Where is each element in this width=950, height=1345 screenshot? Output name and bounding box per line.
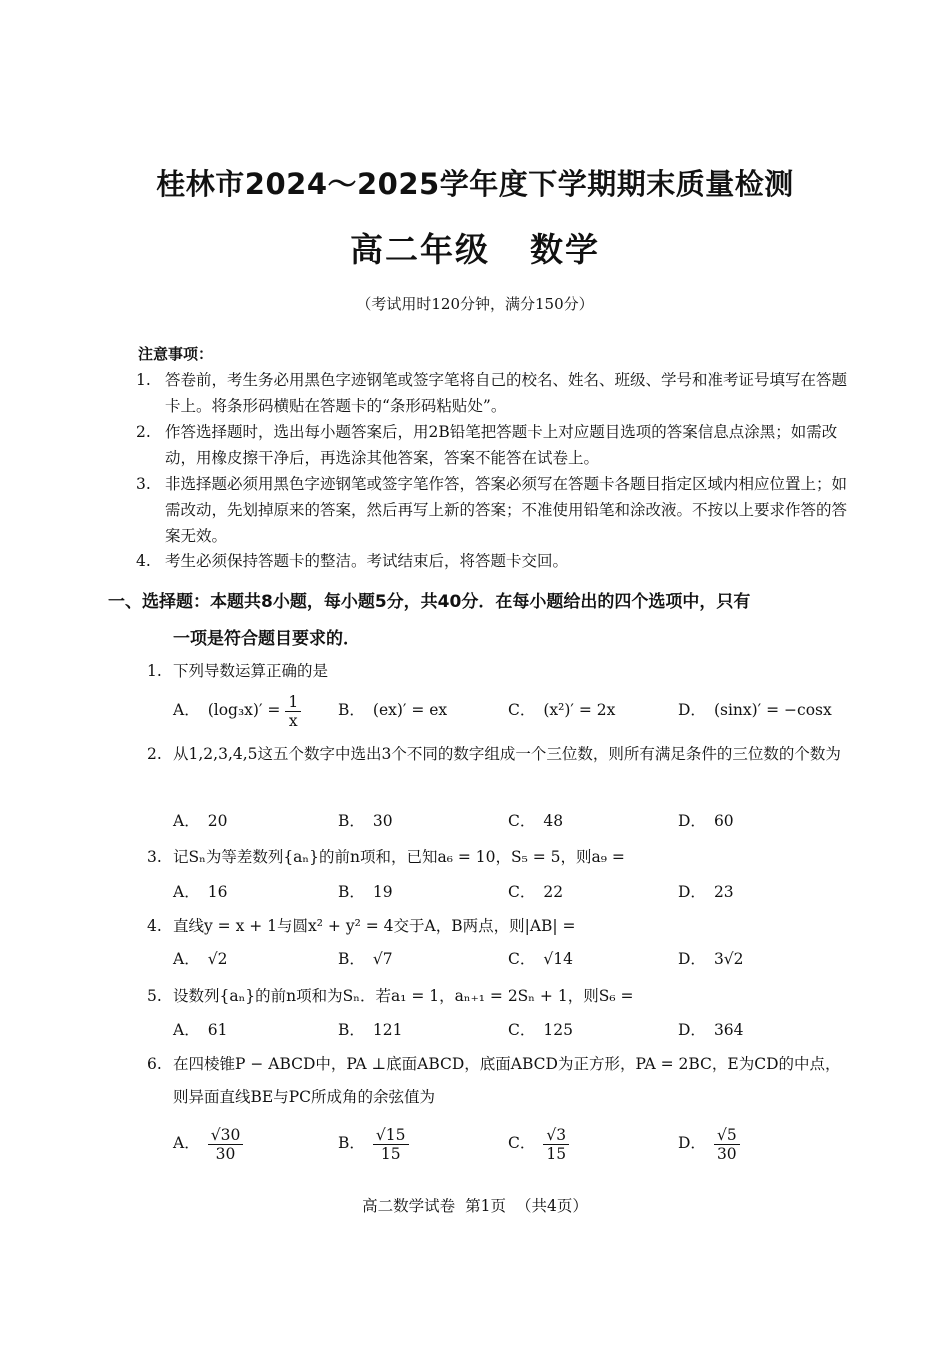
notice-item-number: 2. [136,423,151,441]
question-5-options [173,1012,853,1048]
question-number: 2. [147,745,162,763]
fraction-denominator: 15 [546,1144,567,1163]
question-stem: 记Sₙ为等差数列{aₙ}的前n项和，已知a₆ = 10，S₅ = 5，则a₉ = [173,848,625,866]
question-number: 4. [147,917,162,935]
question-stem: 从1,2,3,4,5这五个数字中选出3个不同的数字组成一个三位数，则所有满足条件的三位数的个数为 [173,745,841,763]
question-6 [147,1048,847,1114]
fraction-numerator: √5 [714,1126,740,1145]
option-label: B． [338,883,365,901]
option-label: D． [678,701,706,719]
question-stem: 下列导数运算正确的是 [173,662,329,680]
option-a [173,874,227,910]
option-c [508,1125,569,1163]
option-label: C． [508,950,536,968]
question-3 [147,841,847,873]
question-stem: 设数列{aₙ}的前n项和为Sₙ．若a₁ = 1，aₙ₊₁ = 2Sₙ + 1，则S₆ = [173,987,634,1005]
question-stem: 在四棱锥P − ABCD中，PA ⊥底面ABCD，底面ABCD为正方形，PA = 2BC，E为CD的中点，则异面直线BE与PC所成角的余弦值为 [173,1055,841,1106]
option-a [173,692,301,730]
option-b [338,941,393,977]
option-text: 364 [713,1021,744,1039]
option-label: A． [173,1134,200,1152]
notice-item [136,548,848,574]
exam-subtitle [0,224,950,271]
notice-item [136,471,848,549]
option-d [678,941,744,977]
option-label: A． [173,950,200,968]
fraction-numerator: √15 [373,1126,409,1145]
option-text: 60 [713,812,734,830]
fraction-denominator: 15 [380,1144,401,1163]
footer-page: 第1页 [465,1197,506,1215]
question-number: 1. [147,662,162,680]
option-c [508,692,615,728]
option-label: B． [338,1021,365,1039]
option-label: C． [508,1021,536,1039]
option-c [508,803,563,839]
section-heading-line1: 一、选择题：本题共8小题，每小题5分，共40分．在每小题给出的四个选项中，只有 [108,592,751,612]
fraction [285,693,301,730]
exam-info: （考试用时120分钟，满分150分） [356,295,594,313]
notice-item [136,367,848,419]
fraction [208,1126,244,1163]
option-label: C． [508,1134,536,1152]
fraction [373,1126,409,1163]
option-text: 30 [372,812,393,830]
notice-item-number: 3. [136,475,151,493]
footer-label: 高二数学试卷 [362,1197,456,1215]
question-2-options [173,803,853,839]
footer-total: （共4页） [516,1197,588,1215]
fraction [714,1126,740,1163]
notice-item-number: 1. [136,371,151,389]
fraction-numerator: √3 [543,1126,569,1145]
option-c [508,874,563,910]
option-b [338,874,393,910]
question-stem: 直线y = x + 1与圆x² + y² = 4交于A，B两点，则|AB| = [173,917,576,935]
option-label: B． [338,701,365,719]
question-1-options [173,692,853,728]
option-c [508,941,573,977]
option-d [678,1012,744,1048]
section-heading-line2: 一项是符合题目要求的． [173,629,360,649]
notice-item-text: 非选择题必须用黑色字迹钢笔或签字笔作答，答案必须写在答题卡各题目指定区域内相应位置上；如需改动，先划掉原来的答案，然后再写上新的答案；不准使用铅笔和涂改液。不按以上要求作答的答案无效。 [165,475,848,545]
question-3-options [173,874,853,910]
option-d [678,803,734,839]
question-6-options [173,1125,853,1165]
option-text: 48 [543,812,564,830]
option-label: C． [508,701,536,719]
option-c [508,1012,573,1048]
option-label: A． [173,883,200,901]
option-d [678,692,832,728]
option-text: 22 [543,883,564,901]
option-text: (sinx)′ = −cosx [713,701,832,719]
option-b [338,692,447,728]
option-d [678,874,734,910]
option-a [173,1125,243,1163]
option-text: 3√2 [713,950,744,968]
option-text: 16 [207,883,228,901]
notice-item-text: 考生必须保持答题卡的整洁。考试结束后，将答题卡交回。 [165,552,569,570]
option-label: B． [338,1134,365,1152]
option-label: C． [508,812,536,830]
option-text: 23 [713,883,734,901]
question-number: 6. [147,1055,162,1073]
question-4-options [173,941,853,977]
fraction-numerator: 1 [285,693,301,712]
option-b [338,1012,402,1048]
notice-title: 注意事项： [138,345,214,363]
option-text: 19 [372,883,393,901]
option-a [173,941,227,977]
page-footer [0,1194,950,1216]
option-label: D． [678,1134,706,1152]
subject-label: 数学 [530,230,600,269]
question-number: 3. [147,848,162,866]
option-a [173,1012,227,1048]
fraction-denominator: 30 [215,1144,236,1163]
section-heading [108,584,852,658]
fraction-denominator: x [288,711,298,730]
notice-item [136,419,848,471]
option-label: D． [678,883,706,901]
option-text: 125 [543,1021,573,1039]
exam-title: 桂林市2024～2025学年度下学期期末质量检测 [156,167,794,201]
notice-item-text: 作答选择题时，选出每小题答案后，用2B铅笔把答题卡上对应题目选项的答案信息点涂黑；如需改动，用橡皮擦干净后，再选涂其他答案，答案不能答在试卷上。 [165,423,838,467]
option-label: A． [173,1021,200,1039]
option-label: D． [678,950,706,968]
grade-label: 高二年级 [350,230,490,269]
fraction [543,1126,569,1163]
option-label: D． [678,812,706,830]
option-text: (ex)′ = ex [372,701,448,719]
option-text: 61 [207,1021,228,1039]
option-text: √7 [372,950,393,968]
option-b [338,803,393,839]
option-d [678,1125,740,1163]
option-label: A． [173,701,200,719]
fraction-denominator: 30 [716,1144,737,1163]
option-label: B． [338,950,365,968]
option-text: (x²)′ = 2x [543,701,616,719]
question-number: 5. [147,987,162,1005]
option-text: (log₃x)′ = [207,701,281,719]
option-a [173,803,227,839]
notice-item-text: 答卷前，考生务必用黑色字迹钢笔或签字笔将自己的校名、姓名、班级、学号和准考证号填写在答题卡上。将条形码横贴在答题卡的“条形码粘贴处”。 [165,371,848,415]
question-4 [147,910,847,942]
option-label: A． [173,812,200,830]
question-2 [147,736,847,772]
option-text: 20 [207,812,228,830]
option-b [338,1125,409,1163]
option-text: √14 [543,950,573,968]
fraction-numerator: √30 [208,1126,244,1145]
option-label: D． [678,1021,706,1039]
option-label: C． [508,883,536,901]
question-1 [147,655,847,687]
option-label: B． [338,812,365,830]
option-text: √2 [207,950,228,968]
question-5 [147,980,847,1012]
option-text: 121 [372,1021,403,1039]
notice-item-number: 4. [136,552,151,570]
